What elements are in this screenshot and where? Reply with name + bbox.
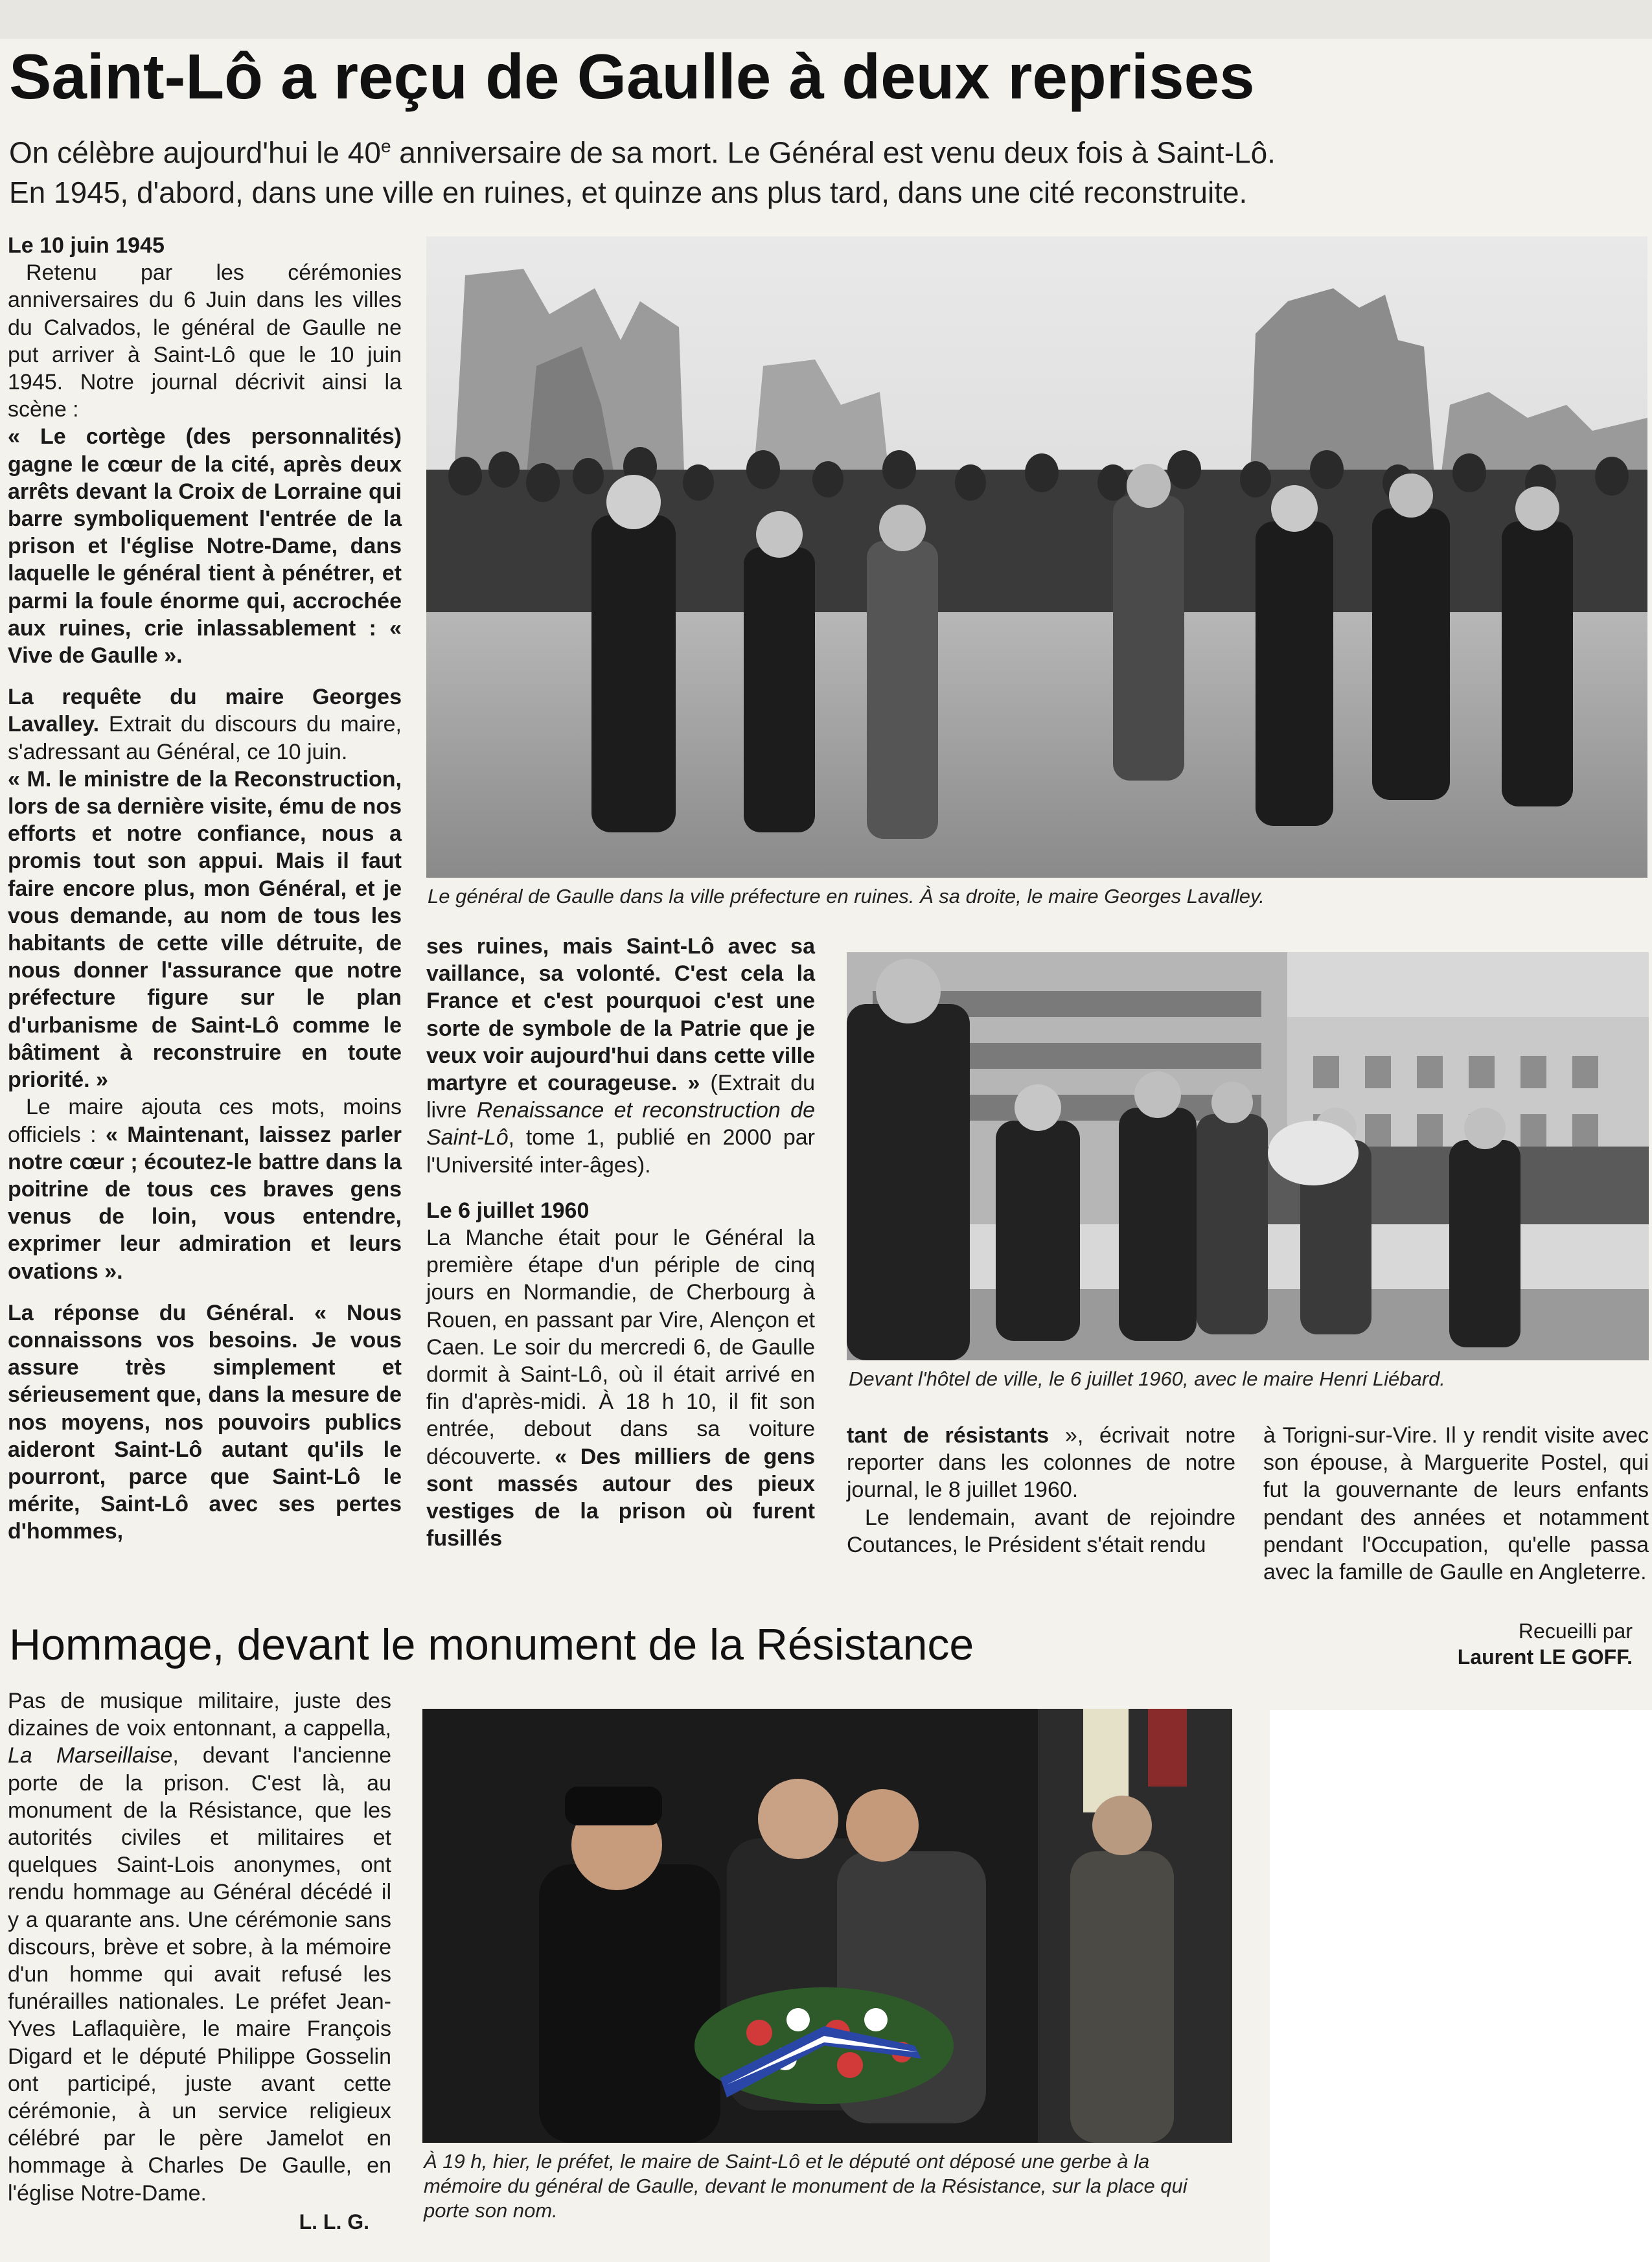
paragraph: La Manche était pour le Général la première étape d'un périple de cinq jours en Normandie, de Cherbourg à Rouen, en passant par Vire, Alençon et Caen. Le soir du mercredi 6, de Gaulle dormit à Saint-Lô, où il était arrivé en fin d'après-midi. À 18 h 10, il fit son entrée, debout dans sa voiture découverte. « Des milliers de gens sont massés autour des pieux vestiges de la prison où furent fusillés bbox=[426, 1226, 815, 1551]
signature-block: Recueilli par Laurent LE GOFF. bbox=[1457, 1619, 1633, 1669]
photo-wreath-ceremony bbox=[422, 1709, 1232, 2143]
photo-town-hall-image bbox=[847, 952, 1649, 1360]
subhead-10-juin: Le 10 juin 1945 bbox=[8, 233, 165, 258]
paragraph: ses ruines, mais Saint-Lô avec sa vaillance, sa volonté. C'est cela la France et c'est pourquoi c'est une sorte de symbole de la Patrie que je veux voir aujourd'hui dans cette ville martyre et courageuse. » (Extrait du livre Renaissance et reconstruction de Saint-Lô, tome 1, publié en 2000 par l'Université inter-âges). bbox=[426, 934, 815, 1178]
paragraph: Le maire ajouta ces mots, moins officiels : « Maintenant, laissez parler notre cœur ; écoutez-le battre dans la poitrine de tous ces braves gens venus de loin, vous entendre, exprimer leur admiration et leurs ovations ». bbox=[8, 1095, 402, 1284]
photo-town-hall-1960 bbox=[847, 952, 1649, 1360]
quote: « Le cortège (des personnalités) gagne le cœur de la cité, après deux arrêts devant la Croix de Lorraine qui barre symboliquement l'entrée de la prison et l'église Notre-Dame, dans laquelle le général tient à pénétrer, et parmi la foule énorme qui, accrochée aux ruines, crie inlassablement : « Vive de Gaulle ». bbox=[8, 424, 402, 668]
clipping-blank-area bbox=[1270, 1710, 1652, 2262]
subhead-6-juillet: Le 6 juillet 1960 bbox=[426, 1198, 590, 1223]
clipping-top-edge bbox=[0, 0, 1652, 39]
headline: Saint-Lô a reçu de Gaulle à deux reprises bbox=[9, 41, 1255, 112]
photo-town-hall-caption: Devant l'hôtel de ville, le 6 juillet 1960, avec le maire Henri Liébard. bbox=[849, 1367, 1445, 1390]
paragraph: Retenu par les cérémonies anniversaires du 6 Juin dans les villes du Calvados, le général de Gaulle ne put arriver à Saint-Lô que le 10 juin 1945. Notre journal décrivit ainsi la scène : bbox=[8, 260, 402, 422]
paragraph: La réponse du Général. « Nous connaissons vos besoins. Je vous assure très simplement et sérieusement que, dans la mesure de nos moyens, nos pouvoirs publics aideront Saint-Lô autant qu'ils le pourront, parce que Saint-Lô le mérite, Saint-Lô avec ses pertes d'hommes, bbox=[8, 1300, 402, 1544]
photo-wreath-caption: À 19 h, hier, le préfet, le maire de Saint-Lô et le député ont déposé une gerbe à la mémoire du général de Gaulle, devant le monument de la Résistance, sur la place qui porte son nom. bbox=[424, 2150, 1187, 2222]
column-1 bbox=[8, 232, 402, 1546]
quote: « M. le ministre de la Reconstruction, lors de sa dernière visite, ému de nos efforts et notre confiance, nous a promis tout son appui. Mais il faut faire encore plus, mon Général, et je vous demande, au nom de tous les habitants de cette ville détruite, de nous donner l'assurance que notre préfecture figure sur le plan d'urbanisme de Saint-Lô comme le bâtiment à reconstruire en toute priorité. » bbox=[8, 766, 402, 1093]
section-title-hommage: Hommage, devant le monument de la Résistance bbox=[9, 1620, 974, 1669]
column-hommage bbox=[8, 1687, 391, 2207]
chapo: On célèbre aujourd'hui le 40e anniversaire de sa mort. Le Général est venu deux fois à Saint-Lô. En 1945, d'abord, dans une ville en ruines, et quinze ans plus tard, dans une cité reconstruite. bbox=[9, 135, 1276, 210]
paragraph: Pas de musique militaire, juste des dizaines de voix entonnant, a cappella, La Marseillaise, devant l'ancienne porte de la prison. C'est là, au monument de la Résistance, que les autorités civiles et militaires et quelques Saint-Lois anonymes, ont rendu hommage au Général décédé il y a quarante ans. Une cérémonie sans discours, brève et sobre, à la mémoire d'un homme qui avait refusé les funérailles nationales. Le préfet Jean-Yves Laflaquière, le maire François Digard et le député Philippe Gosselin ont participé, juste avant cette cérémonie, à un service religieux célébré par le père Jamelot en hommage à Charles De Gaulle, en l'église Notre-Dame. bbox=[8, 1689, 392, 2206]
photo-ruins-caption: Le général de Gaulle dans la ville préfecture en ruines. À sa droite, le maire Georges Lavalley. bbox=[428, 885, 1265, 908]
signature-llg: L. L. G. bbox=[299, 2210, 369, 2233]
paragraph: La requête du maire Georges Lavalley. Extrait du discours du maire, s'adressant au Général, ce 10 juin. bbox=[8, 685, 402, 764]
paragraph: Le lendemain, avant de rejoindre Coutances, le Président s'était rendu bbox=[847, 1505, 1235, 1557]
column-2 bbox=[426, 933, 815, 1552]
photo-wreath-image bbox=[422, 1709, 1232, 2143]
column-4 bbox=[1263, 1422, 1649, 1586]
paragraph: tant de résistants », écrivait notre reporter dans les colonnes de notre journal, le 8 juillet 1960. bbox=[847, 1423, 1236, 1503]
photo-ruins-1945 bbox=[426, 236, 1647, 878]
photo-ruins-image bbox=[426, 236, 1647, 878]
column-3 bbox=[847, 1422, 1235, 1559]
paragraph: à Torigni-sur-Vire. Il y rendit visite avec son épouse, à Marguerite Postel, qui fut la gouvernante de leurs enfants pendant des années et notamment pendant l'Occupation, qu'elle passa avec la famille de Gaulle en Angleterre. bbox=[1263, 1423, 1649, 1585]
